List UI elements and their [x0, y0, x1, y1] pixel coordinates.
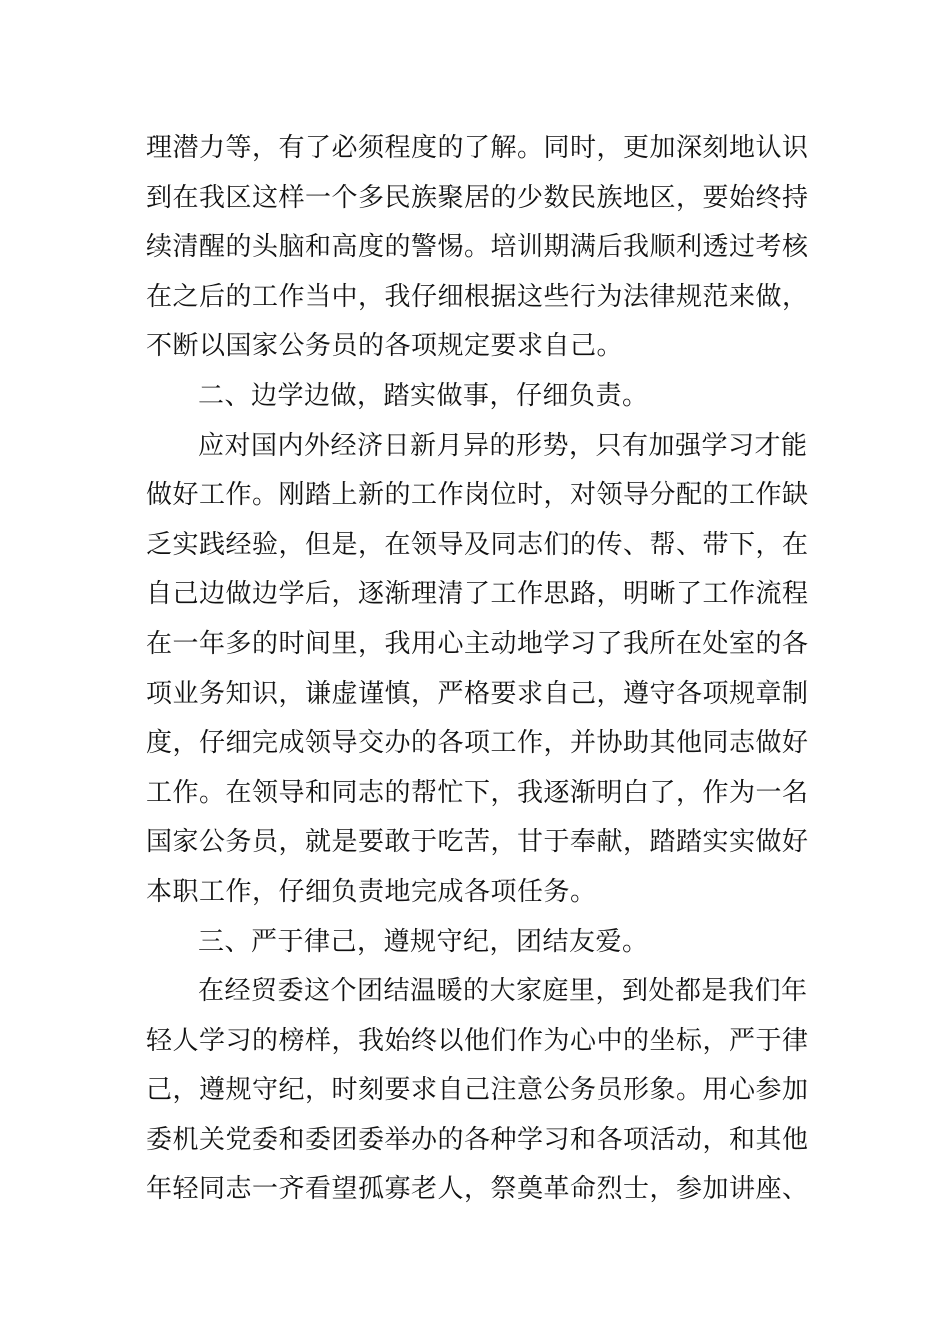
- text-line: 应对国内外经济日新月异的形势，只有加强学习才能: [198, 430, 808, 461]
- text-line: 做好工作。刚踏上新的工作岗位时，对领导分配的工作缺: [146, 480, 809, 511]
- text-line: 年轻同志一齐看望孤寡老人，祭奠革命烈士，参加讲座、: [146, 1174, 809, 1205]
- text-line: 乏实践经验，但是，在领导及同志们的传、帮、带下，在: [146, 529, 809, 560]
- section-heading: 三、严于律己，遵规守纪，团结友爱。: [198, 926, 649, 957]
- text-line: 在之后的工作当中，我仔细根据这些行为法律规范来做，: [146, 281, 809, 312]
- text-line: 委机关党委和委团委举办的各种学习和各项活动，和其他: [146, 1124, 809, 1155]
- text-line: 国家公务员，就是要敢于吃苦，甘于奉献，踏踏实实做好: [146, 827, 809, 858]
- text-line: 工作。在领导和同志的帮忙下，我逐渐明白了，作为一名: [146, 777, 809, 808]
- text-line: 续清醒的头脑和高度的警惕。培训期满后我顺利透过考核: [146, 232, 809, 263]
- section-heading: 二、边学边做，踏实做事，仔细负责。: [198, 380, 649, 411]
- text-line: 己，遵规守纪，时刻要求自己注意公务员形象。用心参加: [146, 1075, 809, 1106]
- text-line: 本职工作，仔细负责地完成各项任务。: [146, 876, 597, 907]
- text-line: 度，仔细完成领导交办的各项工作，并协助其他同志做好: [146, 728, 809, 759]
- document-body: [146, 124, 810, 1215]
- text-line: 不断以国家公务员的各项规定要求自己。: [146, 331, 624, 362]
- text-line: 在经贸委这个团结温暖的大家庭里，到处都是我们年: [198, 976, 808, 1007]
- text-line: 理潜力等，有了必须程度的了解。同时，更加深刻地认识: [146, 133, 809, 163]
- text-line: 在一年多的时间里，我用心主动地学习了我所在处室的各: [146, 628, 809, 659]
- text-line: 到在我区这样一个多民族聚居的少数民族地区，要始终持: [146, 182, 809, 213]
- text-line: 自己边做边学后，逐渐理清了工作思路，明晰了工作流程: [146, 579, 809, 610]
- text-line: 轻人学习的榜样，我始终以他们作为心中的坐标，严于律: [146, 1025, 809, 1056]
- text-line: 项业务知识，谦虚谨慎，严格要求自己，遵守各项规章制: [146, 678, 809, 709]
